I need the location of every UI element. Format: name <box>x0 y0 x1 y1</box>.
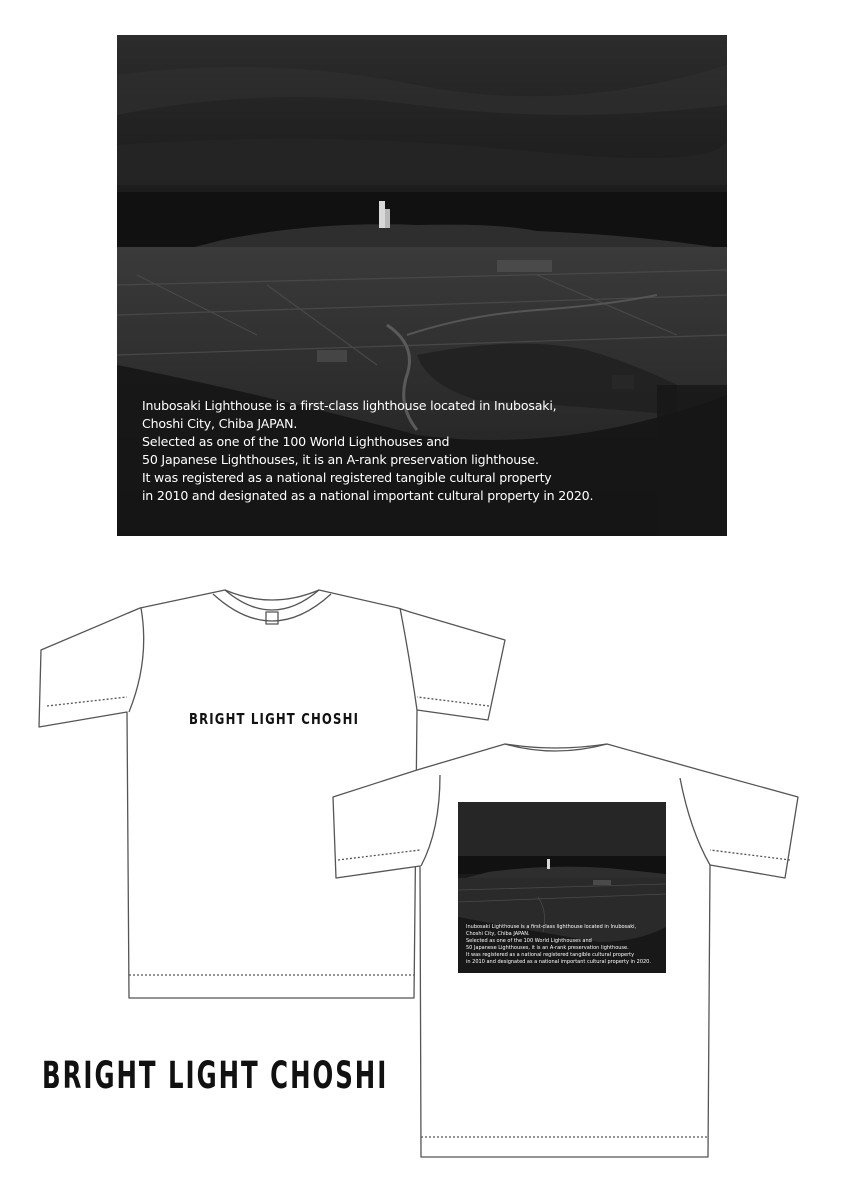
back-caption-line: Selected as one of the 100 World Lighthouses and <box>466 938 592 944</box>
caption-line: Inubosaki Lighthouse is a first-class lighthouse located in Inubosaki, <box>142 398 557 413</box>
back-caption-line: in 2010 and designated as a national important cultural property in 2020. <box>466 959 651 965</box>
front-chest-print: BRIGHT LIGHT CHOSHI <box>189 710 360 728</box>
back-caption-line: 50 Japanese Lighthouses, it is an A-rank preservation lighthouse. <box>466 945 629 951</box>
back-caption-line: Choshi City, Chiba JAPAN. <box>466 931 530 937</box>
back-caption-line: Inubosaki Lighthouse is a first-class lighthouse located in Inubosaki, <box>466 924 637 930</box>
brand-wordmark: BRIGHT LIGHT CHOSHI <box>42 1054 389 1097</box>
caption-line: Selected as one of the 100 World Lighthouses and <box>142 434 450 449</box>
back-print-image <box>458 802 666 973</box>
back-print-description <box>466 924 651 966</box>
caption-line: 50 Japanese Lighthouses, it is an A-rank preservation lighthouse. <box>142 452 539 467</box>
caption-line: in 2010 and designated as a national important cultural property in 2020. <box>142 488 594 503</box>
caption-line: Choshi City, Chiba JAPAN. <box>142 416 298 431</box>
back-caption-line: It was registered as a national registered tangible cultural property <box>466 952 635 958</box>
caption-line: It was registered as a national registered tangible cultural property <box>142 470 552 485</box>
